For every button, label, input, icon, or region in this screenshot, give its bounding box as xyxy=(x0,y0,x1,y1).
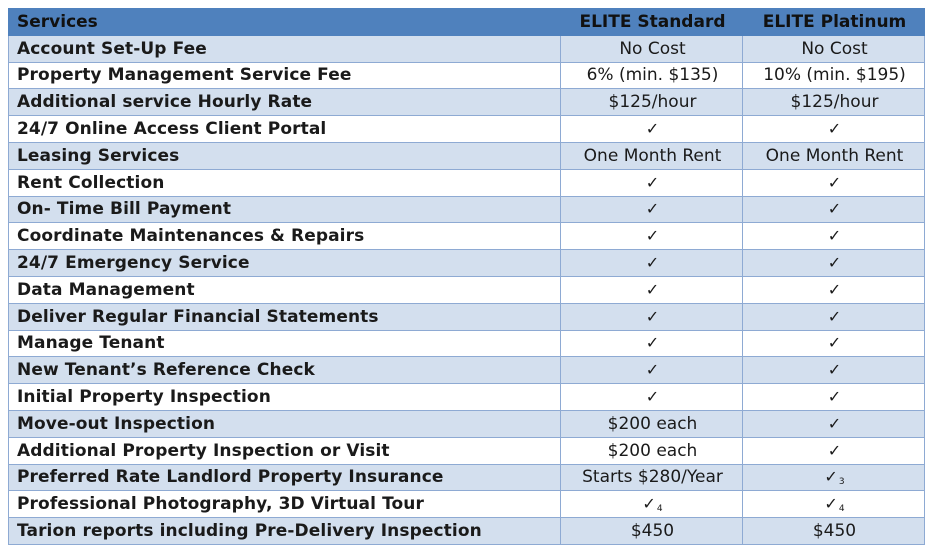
table-row xyxy=(9,196,925,223)
standard-value-cell xyxy=(561,35,743,62)
table-row xyxy=(9,35,925,62)
table-row xyxy=(9,410,925,437)
table-row xyxy=(9,223,925,250)
header-elite-standard: ELITE Standard xyxy=(561,9,743,36)
platinum-value: $450 xyxy=(812,521,857,542)
platinum-value-cell xyxy=(743,196,925,223)
checkmark-icon: ✓ xyxy=(827,413,842,433)
platinum-value-cell xyxy=(743,62,925,89)
checkmark-icon: ✓ xyxy=(645,279,660,299)
checkmark-icon: ✓ xyxy=(827,333,842,353)
service-name: New Tenant’s Reference Check xyxy=(9,357,561,384)
platinum-value-cell xyxy=(743,223,925,250)
platinum-value-cell xyxy=(743,518,925,545)
standard-value: Starts $280/Year xyxy=(582,467,723,488)
platinum-value-cell xyxy=(743,491,925,518)
standard-value: $200 each xyxy=(607,440,698,461)
platinum-value-cell xyxy=(743,410,925,437)
platinum-value: 10% (min. $195) xyxy=(763,65,906,86)
table-body xyxy=(9,35,925,544)
standard-value-cell xyxy=(561,250,743,277)
standard-value-cell xyxy=(561,330,743,357)
checkmark-icon: ✓ xyxy=(645,172,660,192)
checkmark-icon: ✓ xyxy=(827,440,842,460)
platinum-value-cell xyxy=(743,116,925,143)
checkmark-icon: ✓ xyxy=(642,494,656,514)
checkmark-icon: ✓ xyxy=(645,226,660,246)
header-services: Services xyxy=(9,9,561,36)
standard-value: $450 xyxy=(630,521,675,542)
checkmark-icon: ✓ xyxy=(645,360,660,380)
standard-value: $200 each xyxy=(607,413,698,434)
table-row xyxy=(9,357,925,384)
checkmark-icon: ✓ xyxy=(827,387,842,407)
standard-value-cell xyxy=(561,116,743,143)
table-row xyxy=(9,518,925,545)
checkmark-icon: ✓ xyxy=(827,119,842,139)
footnote-marker: 4 xyxy=(656,504,663,515)
service-name: Tarion reports including Pre-Delivery Inspection xyxy=(9,518,561,545)
platinum-value-cell xyxy=(743,276,925,303)
service-name: Property Management Service Fee xyxy=(9,62,561,89)
table-row xyxy=(9,491,925,518)
standard-value-cell xyxy=(561,518,743,545)
standard-value-cell xyxy=(561,89,743,116)
standard-value: One Month Rent xyxy=(583,145,722,166)
service-name: Leasing Services xyxy=(9,142,561,169)
checkmark-icon: ✓ xyxy=(645,333,660,353)
table-row xyxy=(9,250,925,277)
platinum-value: No Cost xyxy=(801,38,868,59)
service-name: Initial Property Inspection xyxy=(9,384,561,411)
standard-value-cell xyxy=(561,62,743,89)
table-row xyxy=(9,303,925,330)
table-row xyxy=(9,142,925,169)
service-name: Move-out Inspection xyxy=(9,410,561,437)
platinum-value-cell xyxy=(743,437,925,464)
checkmark-icon: ✓ xyxy=(824,467,838,487)
service-name: Coordinate Maintenances & Repairs xyxy=(9,223,561,250)
platinum-value-cell xyxy=(743,250,925,277)
checkmark-icon: ✓ xyxy=(827,199,842,219)
table-row xyxy=(9,89,925,116)
service-name: Rent Collection xyxy=(9,169,561,196)
service-name: Account Set-Up Fee xyxy=(9,35,561,62)
standard-value-cell xyxy=(561,196,743,223)
standard-value-cell xyxy=(561,491,743,518)
platinum-value: $125/hour xyxy=(790,92,879,113)
platinum-value-cell xyxy=(743,384,925,411)
standard-value: $125/hour xyxy=(608,92,697,113)
service-name: 24/7 Emergency Service xyxy=(9,250,561,277)
standard-value-cell xyxy=(561,276,743,303)
standard-value-cell xyxy=(561,357,743,384)
table-row xyxy=(9,330,925,357)
service-name: Additional service Hourly Rate xyxy=(9,89,561,116)
platinum-value-cell xyxy=(743,89,925,116)
platinum-value: One Month Rent xyxy=(765,145,904,166)
checkmark-icon: ✓ xyxy=(645,387,660,407)
standard-value-cell xyxy=(561,384,743,411)
service-name: Deliver Regular Financial Statements xyxy=(9,303,561,330)
checkmark-icon: ✓ xyxy=(827,306,842,326)
standard-value-cell xyxy=(561,142,743,169)
checkmark-icon: ✓ xyxy=(645,253,660,273)
standard-value: 6% (min. $135) xyxy=(586,65,719,86)
table-row xyxy=(9,464,925,491)
standard-value-cell xyxy=(561,223,743,250)
standard-value-cell xyxy=(561,410,743,437)
service-name: Manage Tenant xyxy=(9,330,561,357)
standard-value-cell xyxy=(561,303,743,330)
platinum-value-cell xyxy=(743,330,925,357)
standard-value-cell xyxy=(561,169,743,196)
table-row xyxy=(9,116,925,143)
platinum-value-cell xyxy=(743,464,925,491)
checkmark-icon: ✓ xyxy=(827,360,842,380)
platinum-value-cell xyxy=(743,169,925,196)
standard-value-cell xyxy=(561,464,743,491)
service-name: Professional Photography, 3D Virtual Tour xyxy=(9,491,561,518)
service-name: On- Time Bill Payment xyxy=(9,196,561,223)
platinum-value-cell xyxy=(743,357,925,384)
services-comparison xyxy=(8,8,924,545)
checkmark-icon: ✓ xyxy=(645,199,660,219)
service-name: Preferred Rate Landlord Property Insurance xyxy=(9,464,561,491)
checkmark-icon: ✓ xyxy=(827,279,842,299)
checkmark-icon: ✓ xyxy=(827,226,842,246)
table-row xyxy=(9,437,925,464)
footnote-marker: 3 xyxy=(838,477,845,488)
platinum-value-cell xyxy=(743,142,925,169)
service-name: Additional Property Inspection or Visit xyxy=(9,437,561,464)
service-name: Data Management xyxy=(9,276,561,303)
standard-value: No Cost xyxy=(619,38,686,59)
checkmark-icon: ✓ xyxy=(645,306,660,326)
table-row xyxy=(9,276,925,303)
service-name: 24/7 Online Access Client Portal xyxy=(9,116,561,143)
platinum-value-cell xyxy=(743,35,925,62)
standard-value-cell xyxy=(561,437,743,464)
header-row xyxy=(9,9,925,36)
table-row xyxy=(9,169,925,196)
footnote-marker: 4 xyxy=(838,504,845,515)
table-row xyxy=(9,384,925,411)
checkmark-icon: ✓ xyxy=(827,253,842,273)
checkmark-icon: ✓ xyxy=(824,494,838,514)
platinum-value-cell xyxy=(743,303,925,330)
table-row xyxy=(9,62,925,89)
header-elite-platinum: ELITE Platinum xyxy=(743,9,925,36)
checkmark-icon: ✓ xyxy=(645,119,660,139)
services-table xyxy=(8,8,925,545)
checkmark-icon: ✓ xyxy=(827,172,842,192)
